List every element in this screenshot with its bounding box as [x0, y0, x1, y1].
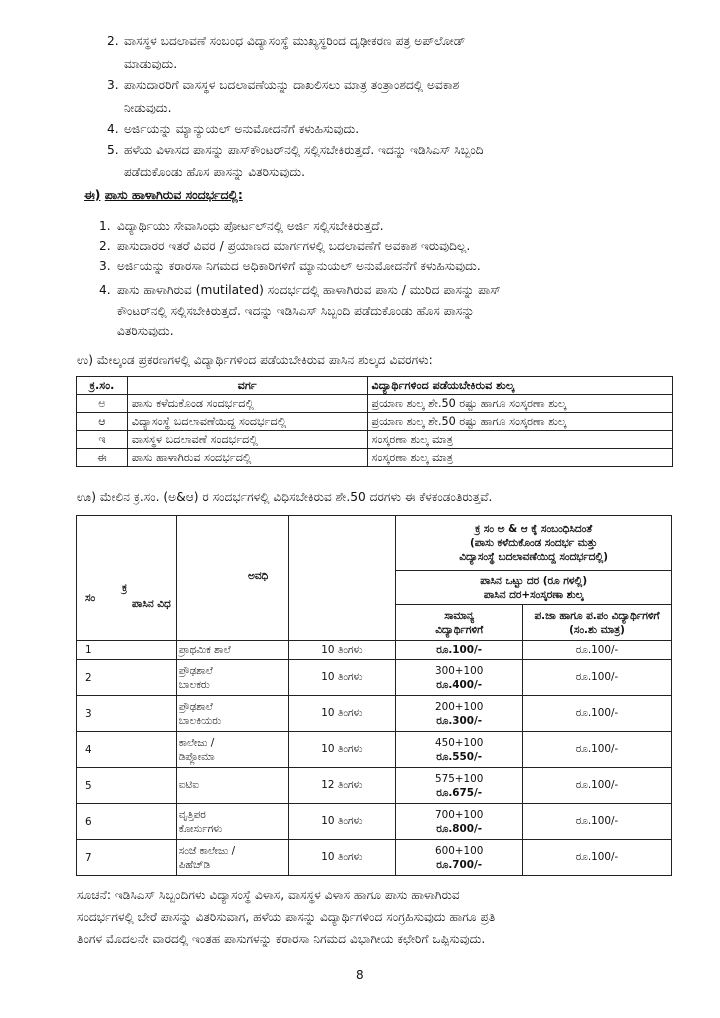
- header-period: ಅವಧಿ: [248, 570, 269, 582]
- note-line: ತಿಂಗಳ ಮೊದಲನೇ ವಾರದಲ್ಲಿ ಇಂತಹ ಪಾಸುಗಳನ್ನು ಕರಾರಸಾ ನಿಗಮದ ವಿಭಾಗೀಯ ಕಛೇರಿಗೆ ಒಪ್ಪಿಸುವುದು.: [77, 932, 486, 946]
- section-u-intro: ಉ) ಮೇಲ್ಕಂಡ ಪ್ರಕರಣಗಳಲ್ಲಿ ವಿದ್ಯಾರ್ಥಿಗಳಿಂದ ಪಡೆಯಬೇಕಿರುವ ಪಾಸಿನ ಶುಲ್ಕದ ವಿವರಗಳು:: [77, 353, 433, 367]
- table-cell-general: [396, 660, 523, 696]
- list-item-text: ಕೌಂಟರ್‌ನಲ್ಲಿ ಸಲ್ಲಿಸಬೇಕಿರುತ್ತದೆ. ಇದನ್ನು ಇಡಿಸಿಎಸ್ ಸಿಬ್ಬಂದಿ ಪಡೆದುಕೊಂಡು ಹೊಸ ಪಾಸನ್ನು: [117, 304, 475, 318]
- table-cell: ಇ: [77, 431, 128, 449]
- table-row: [77, 413, 673, 431]
- list-item-number: 2.: [107, 34, 119, 48]
- table-cell-scst: ರೂ.100/-: [523, 660, 672, 696]
- table-header-cell: [97, 516, 176, 641]
- header-sn-2: ಸಂ: [85, 592, 96, 604]
- general-breakdown: 700+100: [434, 808, 484, 821]
- table-row: [77, 449, 673, 467]
- general-total: ರೂ.550/-: [436, 750, 483, 763]
- type-line: ಕಾಲೇಜು /: [178, 736, 215, 749]
- table-cell-type: [176, 732, 288, 768]
- table-cell: ಪ್ರಯಾಣ ಶುಲ್ಕ ಶೇ.50 ರಷ್ಟು ಹಾಗೂ ಸಂಸ್ಕರಣಾ ಶುಲ್ಕ: [367, 395, 673, 413]
- note-line: ಸೂಚನೆ: ಇಡಿಸಿಎಸ್ ಸಿಬ್ಬಂದಿಗಳು ವಿದ್ಯಾಸಂಸ್ಥೆ ವಿಳಾಸ, ವಾಸಸ್ಥಳ ವಿಳಾಸ ಹಾಗೂ ಪಾಸು ಹಾಳಾಗಿರುವ: [77, 888, 460, 902]
- table-header-cell: [396, 605, 523, 641]
- header-total-line: ಪಾಸಿನ ಒಟ್ಟು ದರ (ರೂ ಗಳಲ್ಲಿ): [480, 574, 588, 587]
- table-cell-sn: 6: [77, 804, 177, 840]
- general-breakdown: 575+100: [434, 772, 484, 785]
- table-row: [77, 804, 672, 840]
- table-cell-type: [176, 696, 288, 732]
- list-item-number: 2.: [99, 239, 111, 253]
- header-general-line: ಸಾಮಾನ್ಯ: [444, 609, 475, 622]
- table-cell-sn: 7: [77, 840, 177, 876]
- list-item-number: 3.: [99, 259, 111, 273]
- table-cell: ಪಾಸು ಹಾಳಾಗಿರುವ ಸಂದರ್ಭದಲ್ಲಿ: [127, 449, 367, 467]
- table-header-cell: [77, 516, 98, 641]
- table-cell-general: [396, 696, 523, 732]
- section-label: ಈ): [84, 187, 101, 202]
- table-row: [77, 768, 672, 804]
- type-line: ಸಂಜೆ ಕಾಲೇಜು /: [178, 844, 236, 857]
- list-item-number: 1.: [99, 219, 111, 233]
- list-item-text: ಅರ್ಜಿಯನ್ನು ಮ್ಯಾನ್ಯುಯಲ್ ಅನುಮೋದನೆಗೆ ಕಳುಹಿಸುವುದು.: [124, 122, 360, 136]
- type-line: ಬಾಲಕರು: [178, 678, 210, 691]
- header-scst-line: ಪ.ಜಾ ಹಾಗೂ ಪ.ಪಂ ವಿದ್ಯಾರ್ಥಿಗಳಿಗೆ: [534, 609, 660, 622]
- table-cell-period: 10 ತಿಂಗಳು: [288, 660, 396, 696]
- type-line: ವೃತ್ತಿಪರ: [178, 808, 206, 821]
- table-cell-scst: ರೂ.100/-: [523, 804, 672, 840]
- table-cell-sn: 5: [77, 768, 177, 804]
- table-cell: ಆ: [77, 413, 128, 431]
- list-item-text: ಮಾಡುವುದು.: [124, 57, 178, 71]
- table-row: [77, 660, 672, 696]
- table-header-row: [77, 516, 672, 571]
- list-item-number: 4.: [107, 122, 119, 136]
- table-cell-general: [396, 804, 523, 840]
- table-cell-period: 10 ತಿಂಗಳು: [288, 840, 396, 876]
- table-cell-type: ಐಟಿಐ: [176, 768, 288, 804]
- table-cell: ಸಂಸ್ಕರಣಾ ಶುಲ್ಕ ಮಾತ್ರ: [367, 449, 673, 467]
- header-general-line: ವಿದ್ಯಾರ್ಥಿಗಳಿಗೆ: [435, 623, 484, 636]
- table-row: [77, 395, 673, 413]
- header-total-line: ಪಾಸಿನ ದರ+ಸಂಸ್ಕರಣಾ ಶುಲ್ಕ: [483, 588, 584, 601]
- table-cell-scst: ರೂ.100/-: [523, 696, 672, 732]
- general-total: ರೂ.700/-: [436, 858, 483, 871]
- section-uu-intro: ಊ) ಮೇಲಿನ ಕ್ರ.ಸಂ. (ಅ&ಆ) ರ ಸಂದರ್ಭಗಳಲ್ಲಿ ವಿಧಿಸಬೇಕಿರುವ ಶೇ.50 ದರಗಳು ಈ ಕೆಳಕಂಡಂತಿರುತ್ತವೆ.: [77, 490, 493, 504]
- type-line: ಪ್ರೌಢಶಾಲೆ: [178, 700, 213, 713]
- general-breakdown: 600+100: [434, 844, 484, 857]
- list-item-number: 3.: [107, 78, 119, 92]
- table-cell-scst: ರೂ.100/-: [523, 732, 672, 768]
- table-cell-sn: 3: [77, 696, 177, 732]
- header-group-line: (ಪಾಸು ಕಳೆದುಕೊಂಡ ಸಂದರ್ಭ ಮತ್ತು: [469, 537, 598, 549]
- table-cell-period: 10 ತಿಂಗಳು: [288, 641, 396, 660]
- table-header-cell: ವರ್ಗ: [127, 377, 367, 395]
- header-pass-type: ಪಾಸಿನ ವಿಧ: [132, 598, 171, 610]
- list-item-text: ಪಡೆದುಕೊಂಡು ಹೊಸ ಪಾಸನ್ನು ವಿತರಿಸುವುದು.: [124, 165, 305, 179]
- list-item-number: 5.: [107, 143, 119, 157]
- table-cell: ಪ್ರಯಾಣ ಶುಲ್ಕ ಶೇ.50 ರಷ್ಟು ಹಾಗೂ ಸಂಸ್ಕರಣಾ ಶುಲ್ಕ: [367, 413, 673, 431]
- general-total: ರೂ.100/-: [436, 643, 483, 656]
- table-cell: ಈ: [77, 449, 128, 467]
- table-header-cell: ಕ್ರ.ಸಂ.: [77, 377, 128, 395]
- table-cell: ವಾಸಸ್ಥಳ ಬದಲಾವಣೆ ಸಂದರ್ಭದಲ್ಲಿ: [127, 431, 367, 449]
- table-cell-scst: ರೂ.100/-: [523, 641, 672, 660]
- header-group-line: ಕ್ರ ಸಂ ಅ & ಆ ಕ್ಕೆ ಸಂಬಂಧಿಸಿದಂತೆ: [475, 523, 593, 535]
- table-cell-type: ಪ್ರಾಥಮಿಕ ಶಾಲೆ: [176, 641, 288, 660]
- table-cell-scst: ರೂ.100/-: [523, 840, 672, 876]
- section-heading: [84, 187, 243, 203]
- table-cell: ಅ: [77, 395, 128, 413]
- list-item-text: ವಾಸಸ್ಥಳ ಬದಲಾವಣೆ ಸಂಬಂಧ ವಿದ್ಯಾಸಂಸ್ಥೆ ಮುಖ್ಯಸ್ಥರಿಂದ ದೃಢೀಕರಣ ಪತ್ರ ಅಪ್‌ಲೋಡ್: [124, 34, 466, 48]
- table-row: [77, 732, 672, 768]
- type-line: ಬಾಲಕಿಯರು: [178, 714, 221, 727]
- list-item-number: 4.: [99, 283, 111, 297]
- table-cell-period: 12 ತಿಂಗಳು: [288, 768, 396, 804]
- header-group-line: ವಿದ್ಯಾಸಂಸ್ಥೆ ಬದಲಾವಣೆಯಿದ್ದ ಸಂದರ್ಭದಲ್ಲಿ): [459, 551, 608, 563]
- general-breakdown: 200+100: [434, 700, 484, 713]
- table-cell-type: [176, 660, 288, 696]
- table-header-cell: [396, 571, 672, 605]
- table-cell-sn: 2: [77, 660, 177, 696]
- list-item-text: ವಿದ್ಯಾರ್ಥಿಯು ಸೇವಾಸಿಂಧು ಪೋರ್ಟಲ್‌ನಲ್ಲಿ ಅರ್ಜಿ ಸಲ್ಲಿಸಬೇಕಿರುತ್ತದೆ.: [117, 219, 384, 233]
- general-total: ರೂ.400/-: [436, 678, 483, 691]
- note-line: ಸಂದರ್ಭಗಳಲ್ಲಿ ಬೇರೆ ಪಾಸನ್ನು ವಿತರಿಸುವಾಗ, ಹಳೆಯ ಪಾಸನ್ನು ವಿದ್ಯಾರ್ಥಿಗಳಿಂದ ಸಂಗ್ರಹಿಸುವುದು ಹಾಗೂ ಪ್ರತಿ: [77, 910, 496, 924]
- table-cell: ವಿದ್ಯಾಸಂಸ್ಥೆ ಬದಲಾವಣೆಯಿದ್ದ ಸಂದರ್ಭದಲ್ಲಿ: [127, 413, 367, 431]
- list-item-text: ಅರ್ಜಿಯನ್ನು ಕರಾರಸಾ ನಿಗಮದ ಅಧಿಕಾರಿಗಳಿಗೆ ಮ್ಯಾನುಯಲ್ ಅನುಮೋದನೆಗೆ ಕಳುಹಿಸುವುದು.: [117, 259, 481, 273]
- general-total: ರೂ.675/-: [436, 786, 483, 799]
- header-scst-line: (ಸಂ.ಶು ಮಾತ್ರ): [569, 623, 625, 636]
- table-cell-general: [396, 641, 523, 660]
- table-row: [77, 696, 672, 732]
- list-item-text: ಪಾಸುದಾರರಿಗೆ ವಾಸಸ್ಥಳ ಬದಲಾವಣೆಯನ್ನು ದಾಖಲಿಸಲು ಮಾತ್ರ ತಂತ್ರಾಂಶದಲ್ಲಿ ಅವಕಾಶ: [124, 78, 460, 92]
- table-cell-period: 10 ತಿಂಗಳು: [288, 732, 396, 768]
- general-total: ರೂ.800/-: [436, 822, 483, 835]
- list-item-text: ಹಳೆಯ ವಿಳಾಸದ ಪಾಸನ್ನು ಪಾಸ್‌ಕೌಂಟರ್‌ನಲ್ಲಿ ಸಲ್ಲಿಸಬೇಕಿರುತ್ತದೆ. ಇದನ್ನು ಇಡಿಸಿಎಸ್ ಸಿಬ್ಬಂದಿ: [124, 143, 484, 157]
- general-breakdown: 450+100: [434, 736, 484, 749]
- fee-table: [76, 376, 673, 467]
- table-cell: ಪಾಸು ಕಳೆದುಕೊಂಡ ಸಂದರ್ಭದಲ್ಲಿ: [127, 395, 367, 413]
- table-row: [77, 641, 672, 660]
- table-header-cell: [176, 516, 288, 641]
- type-line: ಕೋರ್ಸುಗಳು: [178, 822, 223, 835]
- general-breakdown: 300+100: [434, 664, 484, 677]
- list-item-text: ಪಾಸುದಾರರ ಇತರೆ ವಿವರ / ಪ್ರಯಾಣದ ಮಾರ್ಗಗಳಲ್ಲಿ ಬದಲಾವಣೆಗೆ ಅವಕಾಶ ಇರುವುದಿಲ್ಲ.: [117, 239, 471, 253]
- table-header-cell: ವಿದ್ಯಾರ್ಥಿಗಳಿಂದ ಪಡೆಯಬೇಕಿರುವ ಶುಲ್ಕ: [367, 377, 673, 395]
- list-item-text: ಪಾಸು ಹಾಳಾಗಿರುವ (mutilated) ಸಂದರ್ಭದಲ್ಲಿ ಹಾಳಾಗಿರುವ ಪಾಸು / ಮುರಿದ ಪಾಸನ್ನು ಪಾಸ್: [117, 283, 501, 297]
- table-row: [77, 840, 672, 876]
- table-cell-scst: ರೂ.100/-: [523, 768, 672, 804]
- table-header-cell: [288, 516, 396, 641]
- table-header-cell: [396, 516, 672, 571]
- table-cell-sn: 1: [77, 641, 177, 660]
- table-cell-period: 10 ತಿಂಗಳು: [288, 696, 396, 732]
- list-item-text: ವಿತರಿಸುವುದು.: [117, 324, 174, 338]
- table-cell-general: [396, 732, 523, 768]
- rate-table: [76, 515, 672, 876]
- general-total: ರೂ.300/-: [436, 714, 483, 727]
- table-header-row: [77, 377, 673, 395]
- section-title: ಪಾಸು ಹಾಳಾಗಿರುವ ಸಂದರ್ಭದಲ್ಲಿ:: [104, 187, 243, 202]
- table-cell-general: [396, 840, 523, 876]
- table-cell-general: [396, 768, 523, 804]
- table-cell-sn: 4: [77, 732, 177, 768]
- type-line: ಪಿಹೆಚ್‌ಡಿ: [178, 858, 210, 871]
- type-line: ಡಿಪ್ಲೋಮಾ: [178, 750, 215, 763]
- table-cell-type: [176, 840, 288, 876]
- table-row: [77, 431, 673, 449]
- table-cell: ಸಂಸ್ಕರಣಾ ಶುಲ್ಕ ಮಾತ್ರ: [367, 431, 673, 449]
- table-cell-period: 10 ತಿಂಗಳು: [288, 804, 396, 840]
- page-number: 8: [356, 968, 364, 982]
- header-sn-1: ಕ್ರ: [122, 581, 128, 594]
- table-cell-type: [176, 804, 288, 840]
- table-header-cell: [523, 605, 672, 641]
- list-item-text: ನೀಡುವುದು.: [124, 101, 172, 115]
- type-line: ಪ್ರೌಢಶಾಲೆ: [178, 664, 213, 677]
